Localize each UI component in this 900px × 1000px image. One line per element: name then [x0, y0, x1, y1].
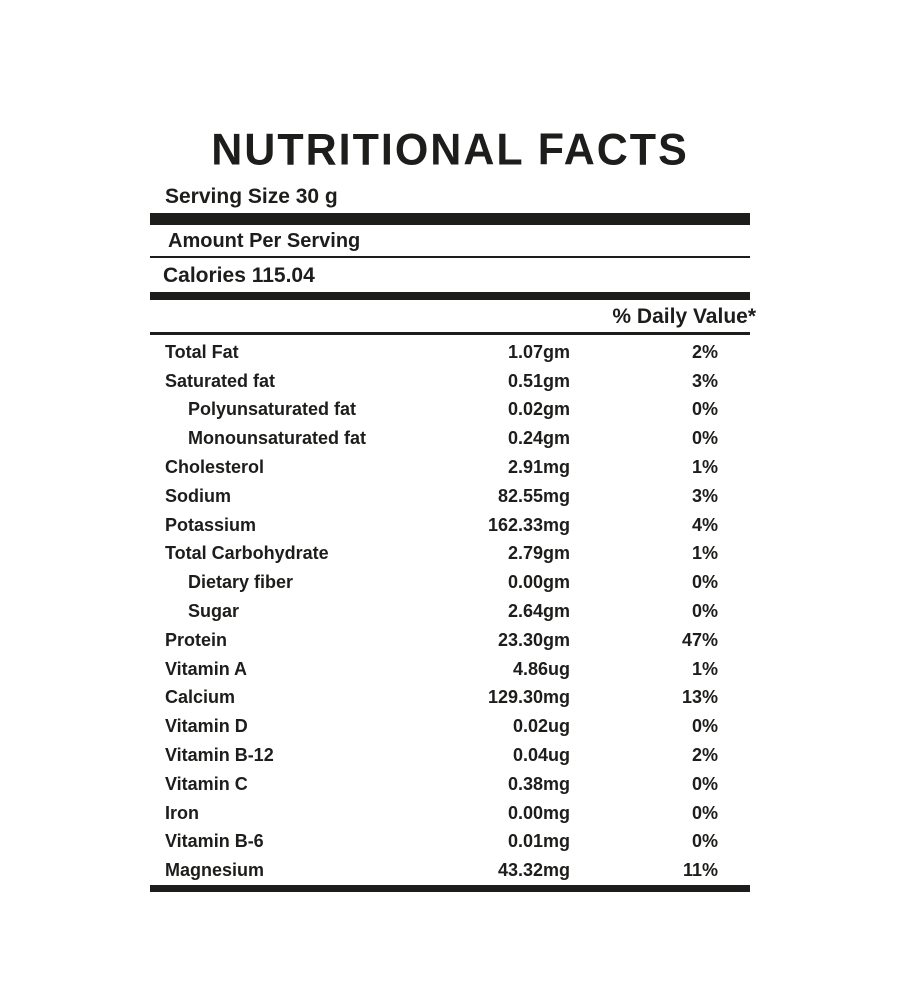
nutrient-dv: 0% — [691, 399, 718, 420]
nutrient-name: Potassium — [165, 514, 257, 535]
nutrient-dv: 3% — [691, 370, 718, 391]
nutrient-amount: 0.00mg — [507, 802, 570, 823]
nutrient-amount: 4.86ug — [512, 658, 570, 679]
divider-thick-top — [150, 213, 750, 225]
amount-per-serving-text: Amount Per Serving — [168, 230, 361, 252]
nutrient-amount: 2.91mg — [507, 457, 570, 478]
nutrient-row — [150, 741, 750, 770]
nutrient-amount: 0.04ug — [512, 745, 570, 766]
nutrient-amount: 23.30gm — [497, 629, 570, 650]
nutrient-dv: 1% — [691, 457, 718, 478]
nutrient-row — [150, 540, 750, 569]
nutrient-amount: 0.51gm — [507, 370, 570, 391]
nutrient-row — [150, 684, 750, 713]
nutrition-facts-label — [150, 125, 756, 892]
nutrient-row — [150, 799, 750, 828]
divider-medium — [150, 292, 750, 300]
nutrient-name: Saturated fat — [165, 370, 276, 391]
nutrient-name: Vitamin A — [165, 658, 248, 679]
nutrient-row — [150, 655, 750, 684]
nutrient-name: Sugar — [188, 601, 240, 622]
daily-value-header: % Daily Value* — [612, 305, 756, 328]
nutrient-amount: 162.33mg — [487, 514, 570, 535]
nutrient-rows — [150, 335, 750, 885]
nutrient-dv: 3% — [691, 485, 718, 506]
nutrient-dv: 0% — [691, 716, 718, 737]
nutrient-name: Magnesium — [165, 860, 265, 881]
nutrient-row — [150, 424, 750, 453]
nutrient-dv: 0% — [691, 831, 718, 852]
calories-text: Calories 115.04 — [163, 264, 315, 287]
nutrient-dv: 4% — [691, 514, 718, 535]
nutrient-amount: 0.24gm — [507, 428, 570, 449]
nutrient-dv: 1% — [691, 658, 718, 679]
nutrient-dv: 2% — [691, 745, 718, 766]
nutrient-name: Vitamin B-12 — [165, 745, 274, 766]
nutrient-dv: 2% — [691, 341, 718, 362]
nutrient-name: Protein — [165, 629, 228, 650]
nutrient-name: Vitamin C — [165, 773, 248, 794]
nutrient-amount: 0.01mg — [507, 831, 570, 852]
nutrient-row — [150, 712, 750, 741]
nutrient-dv: 0% — [691, 572, 718, 593]
nutrient-dv: 0% — [691, 773, 718, 794]
nutrient-dv: 11% — [682, 860, 718, 881]
nutrient-name: Total Carbohydrate — [165, 543, 329, 564]
nutrient-row — [150, 828, 750, 857]
nutrient-amount: 1.07gm — [507, 341, 570, 362]
nutrient-amount: 0.38mg — [507, 773, 570, 794]
nutrient-row — [150, 396, 750, 425]
nutrient-row — [150, 770, 750, 799]
nutrient-amount: 2.79gm — [507, 543, 570, 564]
nutrient-row — [150, 482, 750, 511]
nutrient-amount: 129.30mg — [487, 687, 570, 708]
nutrient-dv: 13% — [681, 687, 718, 708]
divider-thick-bottom — [150, 885, 750, 892]
nutrient-row — [150, 626, 750, 655]
nutrient-name: Total Fat — [165, 341, 239, 362]
nutrient-row — [150, 597, 750, 626]
nutrient-row — [150, 511, 750, 540]
nutrient-amount: 0.02gm — [507, 399, 570, 420]
nutrient-name: Dietary fiber — [188, 572, 294, 593]
nutrient-dv: 0% — [691, 428, 718, 449]
nutrient-amount: 43.32mg — [497, 860, 570, 881]
serving-size-text: Serving Size 30 g — [165, 185, 338, 208]
nutrient-dv: 0% — [691, 802, 718, 823]
nutrient-name: Vitamin D — [165, 716, 248, 737]
nutrient-name: Cholesterol — [165, 457, 265, 478]
nutrient-name: Monounsaturated fat — [188, 428, 366, 449]
nutrient-name: Calcium — [165, 687, 236, 708]
nutrient-dv: 0% — [691, 601, 718, 622]
nutrient-row — [150, 338, 750, 367]
nutrient-name: Sodium — [165, 485, 231, 506]
nutrient-row — [150, 367, 750, 396]
nutrient-amount: 82.55mg — [497, 485, 570, 506]
nutrient-row — [150, 453, 750, 482]
nutrient-name: Iron — [165, 802, 199, 823]
nutrient-amount: 0.00gm — [507, 572, 570, 593]
nutrient-row — [150, 568, 750, 597]
nutrient-amount: 0.02ug — [512, 716, 570, 737]
nutrient-amount: 2.64gm — [507, 601, 570, 622]
label-title: NUTRITIONAL FACTS — [211, 125, 689, 175]
nutrient-dv: 1% — [691, 543, 718, 564]
nutrient-name: Vitamin B-6 — [165, 831, 264, 852]
nutrient-row — [150, 856, 750, 885]
nutrient-name: Polyunsaturated fat — [188, 399, 357, 420]
nutrient-dv: 47% — [681, 629, 718, 650]
